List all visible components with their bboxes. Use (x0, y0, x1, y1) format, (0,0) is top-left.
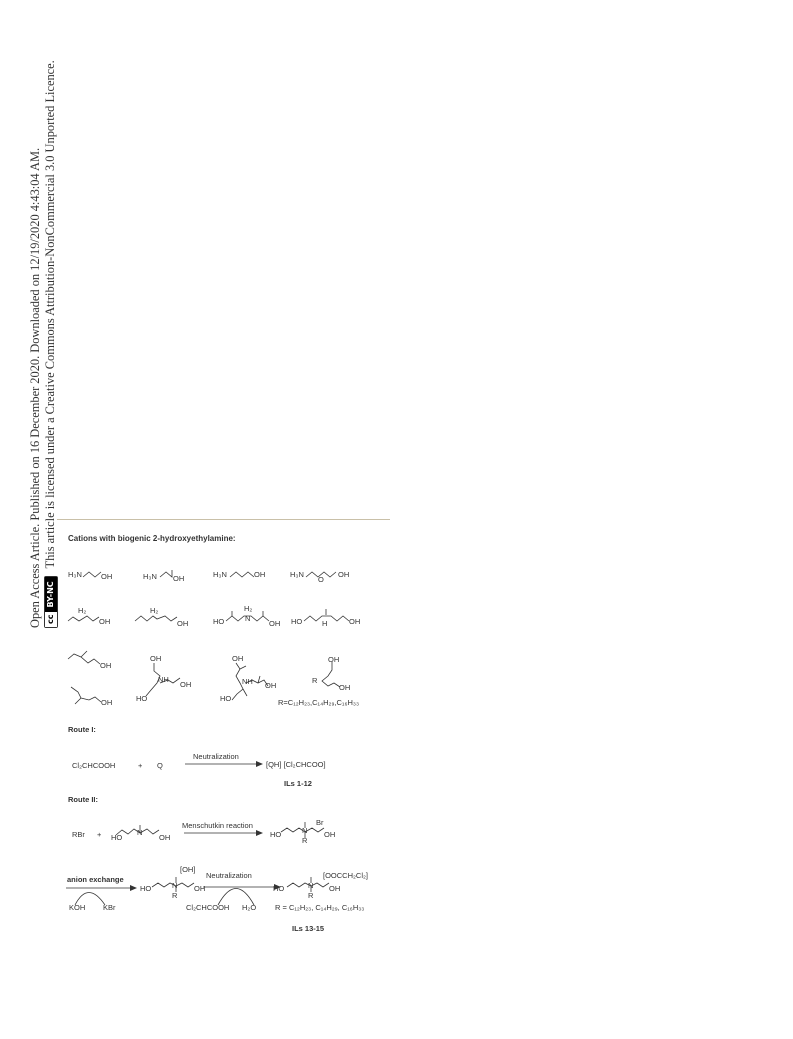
scheme-bonds (58, 520, 393, 950)
label-r-13: R (312, 676, 318, 685)
r-definition: R=C₁₂H₂₃,C₁₄H₂₉,C₁₆H₃₃ (278, 698, 360, 707)
route-2-r-3: R (172, 891, 178, 900)
scheme-title: Cations with biogenic 2-hydroxyethylamine: (68, 534, 236, 543)
label-h2-7: H₂ (244, 604, 253, 613)
reaction-scheme-figure (58, 520, 393, 950)
label-h2-6: H₂ (150, 606, 159, 615)
route-2-r-4: R (308, 891, 314, 900)
label-nh-12: NH (242, 677, 253, 686)
license-notice (28, 60, 58, 628)
label-o-4: O (318, 575, 324, 584)
kbr-label: KBr (103, 903, 116, 912)
label-ho-7: HO (213, 617, 225, 626)
license-line (43, 60, 58, 628)
route-2-rbr: RBr (72, 830, 85, 839)
label-oh-3: OH (254, 570, 266, 579)
label-h2-5: H₂ (78, 606, 87, 615)
label-oh-12a: OH (232, 654, 244, 663)
label-oh-13b: OH (339, 683, 351, 692)
label-oh-2: OH (173, 574, 185, 583)
water-label: H₂O (242, 903, 257, 912)
label-h3n-1: H₃N (68, 570, 82, 579)
publication-line: Open Access Article. Published on 16 December 2020. Downloaded on 12/19/2020 4:43:04 AM. (28, 147, 42, 628)
label-oh-12b: OH (265, 681, 277, 690)
route-2-n-4: N (308, 881, 314, 890)
label-ho-11: HO (136, 694, 148, 703)
label-oh-11b: OH (180, 680, 192, 689)
route-1-q: Q (157, 761, 163, 770)
anion-exchange-label: anion exchange (67, 875, 124, 884)
route-2-oh-1: OH (159, 833, 171, 842)
route-2-oh-4: OH (329, 884, 341, 893)
route-2-ho-1: HO (111, 833, 123, 842)
label-oh-11a: OH (150, 654, 162, 663)
label-oh-13a: OH (328, 655, 340, 664)
label-h3n-2: H₃N (143, 572, 157, 581)
label-h-8: H (322, 619, 328, 628)
route-2-neutralization: Neutralization (206, 871, 252, 880)
route-1-acid: Cl₂CHCOOH (72, 761, 116, 770)
ils-13-15-label: ILs 13-15 (292, 924, 325, 933)
label-oh-8: OH (349, 617, 361, 626)
menschutkin-reaction: Menschutkin reaction (182, 821, 253, 830)
label-ho-8: HO (291, 617, 303, 626)
route-1-neutralization: Neutralization (193, 752, 239, 761)
label-h3n-3: H₃N (213, 570, 227, 579)
route-2-n-2: N (302, 826, 308, 835)
route-2-oh-3: OH (194, 884, 206, 893)
cc-by-nc-badge-icon[interactable]: ccBY-NC (44, 576, 58, 628)
label-n-7: N (245, 614, 251, 623)
route-2-oh-2: OH (324, 830, 336, 839)
koh-label: KOH (69, 903, 86, 912)
label-oh-1: OH (101, 572, 113, 581)
route-2-plus: + (97, 830, 102, 839)
hydroxide-anion: [OH] (180, 865, 196, 874)
route-2-ho-4: HO (273, 884, 285, 893)
label-oh-5: OH (99, 617, 111, 626)
route-2-ho-3: HO (140, 884, 152, 893)
label-nh-11: NH (158, 675, 169, 684)
route-2-ho-2: HO (270, 830, 282, 839)
label-h3n-4: H₃N (290, 570, 304, 579)
route-2-n-1: N (137, 828, 143, 837)
route-1-plus: + (138, 761, 143, 770)
ils-1-12-label: ILs 1-12 (284, 779, 312, 788)
route-1-label: Route I: (68, 725, 96, 734)
label-oh-9: OH (100, 661, 112, 670)
license-text: This article is licensed under a Creative Commons Attribution-NonCommercial 3.0 Unported Licence. (43, 60, 57, 569)
route-1-product: [QH] [Cl₂CHCOO] (266, 760, 326, 769)
route-2-label: Route II: (68, 795, 98, 804)
route-2-n-3: N (172, 881, 178, 890)
route-2-r-2: R (302, 836, 308, 845)
label-ho-12: HO (220, 694, 232, 703)
label-oh-7: OH (269, 619, 281, 628)
label-oh-6: OH (177, 619, 189, 628)
label-oh-4: OH (338, 570, 350, 579)
route-2-acid: Cl₂CHCOOH (186, 903, 230, 912)
dichloroacetate-anion: [OOCCH₂Cl₂] (323, 871, 368, 880)
route-2-br: Br (316, 818, 324, 827)
label-oh-10: OH (101, 698, 113, 707)
r-definition-2: R = C₁₂H₂₃, C₁₄H₂₉, C₁₆H₃₃ (275, 903, 365, 912)
